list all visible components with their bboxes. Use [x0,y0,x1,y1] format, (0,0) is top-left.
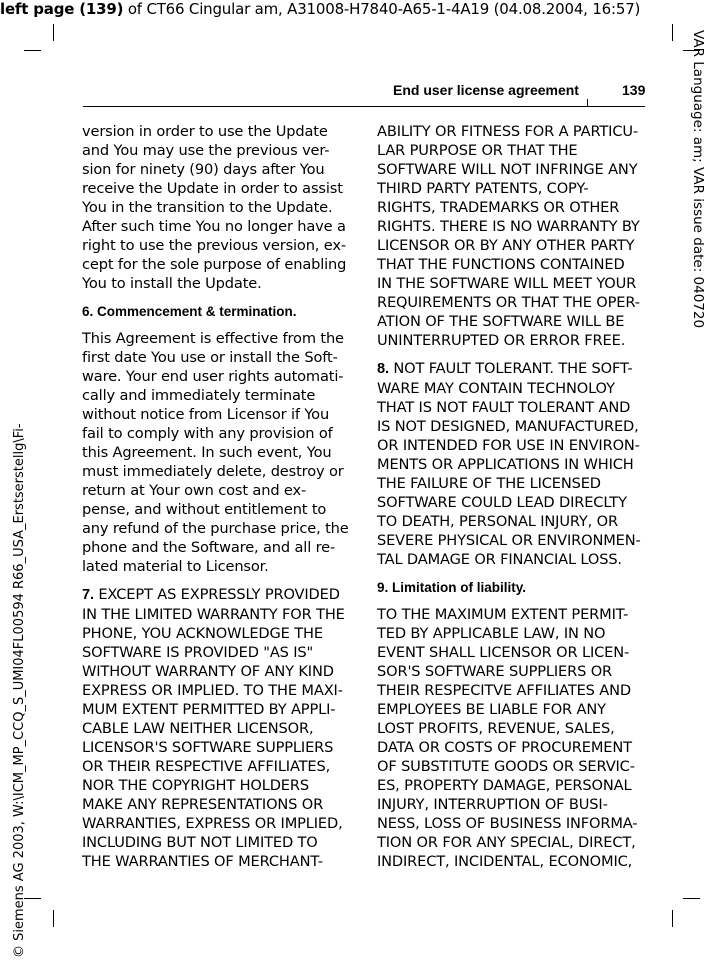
paragraph-update: version in order to use the Update and You may use the previous ver- sion for ninety (90) days after You receive the Update in order to assist You in the transition to the Update. After such time You no longer have a right to use the previous version, ex- cept for the sole purpose of enabling You to install the Update. [82,123,347,292]
file-info-line [0,0,640,18]
crop-mark-br-h [683,898,700,899]
running-header-title: End user license agreement [393,82,579,98]
section-heading-6: 6. Commencement & termination. [82,304,297,319]
crop-mark-bl-v [53,910,54,927]
section-heading-9: 9. Limitation of liability. [377,580,527,595]
file-info-bold: left page (139) [0,0,124,18]
paragraph-warranty-continued: ABILITY OR FITNESS FOR A PARTICU- LAR PURPOSE OR THAT THE SOFTWARE WILL NOT INFRINGE ANY THIRD PARTY PATENTS, COPY- RIGHTS, TRADEMARKS OR OTHER RIGHTS. THERE IS NO WARRANTY BY LICENSOR OR BY ANY OTHER PARTY THAT THE FUNCTIONS CONTAINED IN THE SOFTWARE WILL MEET YOUR REQUIREMENTS OR THAT THE OPER- ATION OF THE SOFTWARE WILL BE UNINTERRUPTED OR ERROR FREE. [377,123,640,349]
crop-mark-tl-h [24,50,41,51]
left-column [82,122,354,880]
header-rule-tick [587,99,588,107]
crop-mark-tr-v [672,24,673,41]
paragraph-warranty [82,585,354,871]
crop-mark-tl-v [53,24,54,41]
paragraph-warranty-text: EXCEPT AS EXPRESSLY PROVIDED IN THE LIMITED WARRANTY FOR THE PHONE, YOU ACKNOWLEDGE THE SOFTWARE IS PROVIDED "AS IS" WITHOUT WARRANTY OF ANY KIND EXPRESS OR IMPLIED. TO THE MAXI- MUM EXTENT PERMITTED BY APPLI- CABLE LAW NEITHER LICENSOR, LICENSOR'S SOFTWARE SUPPLIERS OR THEIR RESPECTIVE AFFILIATES, NOR THE COPYRIGHT HOLDERS MAKE ANY REPRESENTATIONS OR WARRANTIES, EXPRESS OR IMPLIED, INCLUDING BUT NOT LIMITED TO THE WARRANTIES OF MERCHANT- [82,586,345,870]
header-rule [83,106,645,107]
var-language-note: VAR Language: am; VAR issue date: 040720 [690,30,706,329]
paragraph-commencement: This Agreement is effective from the first date You use or install the Soft- ware. Your end user rights automati- cally and immediately terminate without notice from Licensor if You fail to comply with any provision of this Agreement. In such event, You must immediately delete, destroy or return at Your own cost and ex- pense, and without entitlement to any refund of the purchase price, the phone and the Software, and all re- lated material to Licensor. [82,330,349,575]
section-number-8: 8. [377,361,389,377]
paragraph-liability: TO THE MAXIMUM EXTENT PERMIT- TED BY APPLICABLE LAW, IN NO EVENT SHALL LICENSOR OR LICEN- SOR'S SOFTWARE SUPPLIERS OR THEIR RESPECITVE AFFILIATES AND EMPLOYEES BE LIABLE FOR ANY LOST PROFITS, REVENUE, SALES, DATA OR COSTS OF PROCUREMENT OF SUBSTITUTE GOODS OR SERVIC- ES, PROPERTY DAMAGE, PERSONAL INJURY, INTERRUPTION OF BUSI- NESS, LOSS OF BUSINESS INFORMA- TION OR FOR ANY SPECIAL, DIRECT, INDIRECT, INCIDENTAL, ECONOMIC, [377,606,638,870]
right-column [377,122,649,880]
page-number: 139 [622,82,646,98]
copyright-path-note: © Siemens AG 2003, W:\ICM_MP_CCQ_S_UMI04FL00594 R66_USA_Erstserstellg\Fi- [12,423,27,958]
section-number-7: 7. [82,587,94,603]
file-info-rest: of CT66 Cingular am, A31008-H7840-A65-1-4A19 (04.08.2004, 16:57) [123,0,641,18]
paragraph-fault-tolerant [377,359,649,569]
crop-mark-br-v [672,910,673,927]
paragraph-fault-tolerant-text: NOT FAULT TOLERANT. THE SOFT- WARE MAY CONTAIN TECHNOLOY THAT IS NOT FAULT TOLERANT AND IS NOT DESIGNED, MANUFACTURED, OR INTENDED FOR USE IN ENVIRON- MENTS OR APPLICATIONS IN WHICH THE FAILURE OF THE LICENSED SOFTWARE COULD LEAD DIRECLTY TO DEATH, PERSONAL INJURY, OR SEVERE PHYSICAL OR ENVIRONMEN- TAL DAMAGE OR FINANCIAL LOSS. [377,360,641,568]
